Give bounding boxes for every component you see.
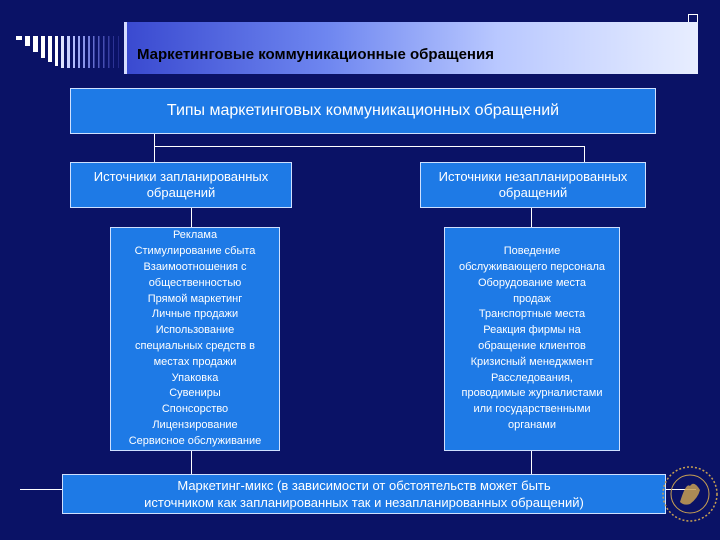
list-item: Взаимоотношения с	[143, 261, 247, 274]
marketing-mix-line: Маркетинг-микс (в зависимости от обстоятельств может быть	[177, 478, 551, 493]
list-item: Лицензирование	[152, 418, 238, 431]
list-item: Поведение	[503, 245, 561, 258]
types-box	[70, 88, 656, 134]
connector-line	[531, 451, 532, 474]
marketing-mix-line: источником как запланированных так и незапланированных обращений)	[144, 495, 584, 510]
planned-items-box	[110, 227, 280, 451]
list-item: обращение клиентов	[478, 340, 586, 352]
unplanned-items-box	[444, 227, 620, 451]
list-item: Сувениры	[169, 387, 221, 400]
list-item: Личные продажи	[151, 308, 239, 321]
planned-header-line: обращений	[146, 185, 216, 200]
list-item: Расследования,	[491, 371, 573, 384]
connector-line	[191, 451, 192, 474]
list-item: Реакция фирмы на	[483, 324, 581, 337]
list-item: местах продажи	[153, 355, 237, 368]
list-item: Прямой маркетинг	[147, 292, 243, 305]
connector-line	[154, 146, 155, 162]
list-item: Спонсорство	[161, 403, 229, 416]
planned-sources-box	[70, 162, 292, 208]
marketing-mix-box	[62, 474, 666, 514]
list-item: или государственными	[473, 403, 591, 416]
list-item: обслуживающего персонала	[458, 261, 606, 274]
connector-line	[584, 146, 585, 162]
list-item: проводимые журналистами	[461, 387, 603, 400]
connector-line	[154, 134, 155, 146]
list-item: Упаковка	[171, 371, 219, 384]
connector-line	[191, 208, 192, 227]
unplanned-header-line: обращений	[498, 185, 568, 200]
title-banner	[124, 22, 698, 74]
list-item: общественностью	[148, 276, 242, 289]
connector-line	[531, 208, 532, 227]
unplanned-sources-box	[420, 162, 646, 208]
page-title: Маркетинговые коммуникационные обращения	[137, 46, 494, 63]
seal-logo-icon	[656, 460, 720, 524]
list-item: Стимулирование сбыта	[134, 245, 256, 258]
unplanned-header-line: Источники незапланированных	[438, 169, 628, 184]
list-item: Транспортные места	[478, 308, 586, 321]
list-item: Использование	[155, 324, 235, 337]
list-item: Реклама	[172, 229, 218, 242]
list-item: продаж	[513, 292, 551, 305]
connector-line	[154, 146, 584, 147]
list-item: Кризисный менеджмент	[470, 355, 594, 368]
list-item: специальных средств в	[134, 340, 256, 352]
planned-header-line: Источники запланированных	[93, 169, 269, 184]
types-label: Типы маркетинговых коммуникационных обращений	[166, 102, 560, 119]
connector-line	[20, 489, 62, 490]
list-item: органами	[507, 418, 557, 431]
list-item: Сервисное обслуживание	[128, 434, 262, 447]
list-item: Оборудование места	[477, 276, 587, 289]
